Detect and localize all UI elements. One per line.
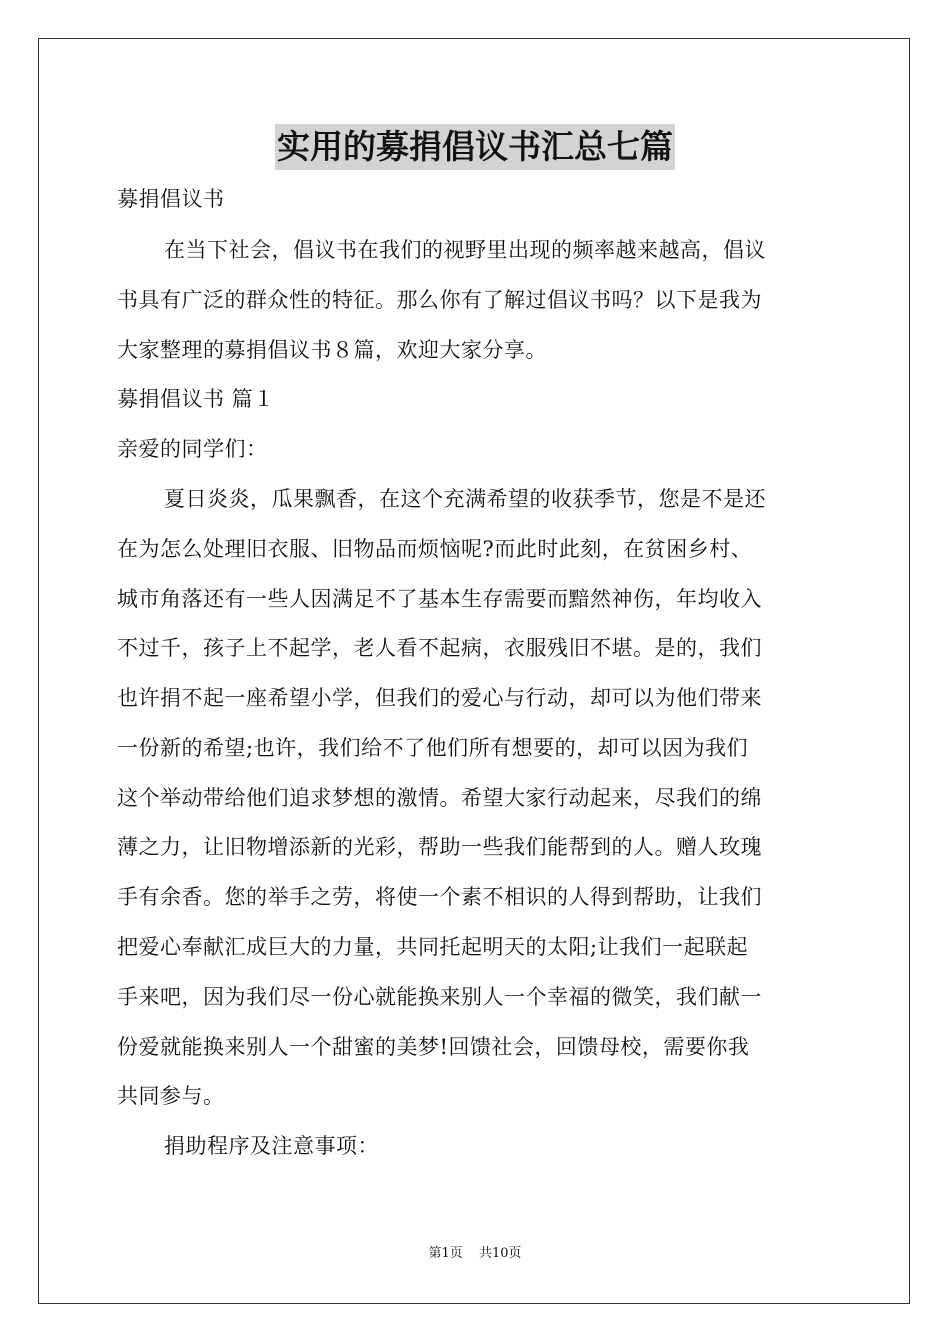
procedure-heading: 捐助程序及注意事项： [164, 1134, 379, 1158]
body-line: 这个举动带给他们追求梦想的激情。希望大家行动起来，尽我们的绵 [117, 786, 762, 810]
body-line: 把爱心奉献汇成巨大的力量，共同托起明天的太阳;让我们一起联起 [117, 935, 749, 959]
heading-donation-proposal: 募捐倡议书 [117, 187, 225, 211]
page-number: 第1页 [428, 1246, 463, 1261]
page-total: 共10页 [478, 1246, 522, 1261]
body-line: 夏日炎炎，瓜果飘香，在这个充满希望的收获季节，您是不是还 [164, 487, 766, 511]
salutation: 亲爱的同学们： [117, 437, 268, 461]
intro-line: 大家整理的募捐倡议书８篇，欢迎大家分享。 [117, 338, 547, 362]
body-line: 城市角落还有一些人因满足不了基本生存需要而黯然神伤，年均收入 [117, 587, 762, 611]
section-heading: 募捐倡议书 篇１ [117, 387, 275, 411]
body-line: 在为怎么处理旧衣服、旧物品而烦恼呢?而此时此刻，在贫困乡村、 [117, 537, 753, 561]
page-footer [0, 1245, 950, 1263]
body-line: 共同参与。 [117, 1084, 225, 1108]
intro-line: 书具有广泛的群众性的特征。那么你有了解过倡议书吗？以下是我为 [117, 288, 762, 312]
intro-line: 在当下社会，倡议书在我们的视野里出现的频率越来越高，倡议 [164, 238, 766, 262]
body-line: 薄之力，让旧物增添新的光彩，帮助一些我们能帮到的人。赠人玫瑰 [117, 835, 762, 859]
body-line: 手有余香。您的举手之劳，将使一个素不相识的人得到帮助，让我们 [117, 885, 762, 909]
body-line: 不过千，孩子上不起学，老人看不起病，衣服残旧不堪。是的，我们 [117, 636, 762, 660]
page-border [38, 38, 910, 1304]
body-line: 一份新的希望;也许，我们给不了他们所有想要的，却可以因为我们 [117, 736, 749, 760]
body-line: 份爱就能换来别人一个甜蜜的美梦!回馈社会，回馈母校，需要你我 [117, 1035, 750, 1059]
title-block [0, 124, 950, 170]
body-line: 也许捐不起一座希望小学，但我们的爱心与行动，却可以为他们带来 [117, 686, 762, 710]
document-title: 实用的募捐倡议书汇总七篇 [275, 124, 675, 170]
body-line: 手来吧，因为我们尽一份心就能换来别人一个幸福的微笑，我们献一 [117, 985, 762, 1009]
